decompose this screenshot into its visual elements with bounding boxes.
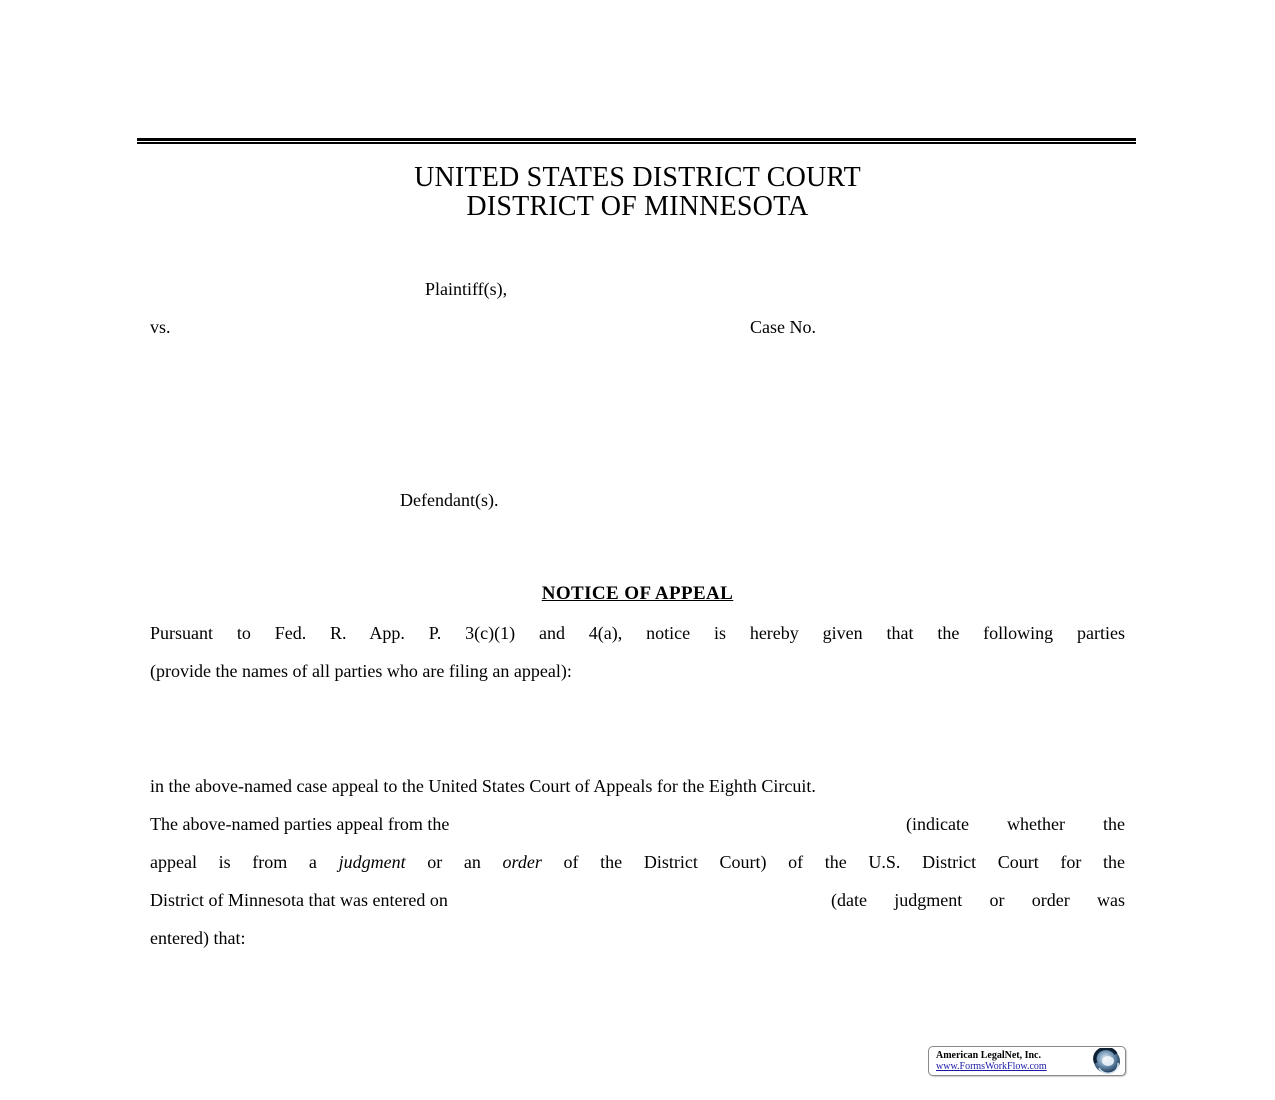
american-legalnet-logo[interactable] — [928, 1046, 1126, 1076]
para1-line2: (provide the names of all parties who are filing an appeal): — [150, 661, 572, 681]
header-rule-thick — [137, 138, 1136, 141]
para2-line4 — [150, 881, 1125, 919]
para2-line5: entered) that: — [150, 928, 246, 948]
entered-on-text: District of Minnesota that was entered on — [150, 890, 448, 910]
header-rule-thin — [137, 142, 1136, 144]
judgment-term: judgment — [338, 852, 406, 872]
notice-heading: NOTICE OF APPEAL — [541, 583, 734, 604]
indicate-whether-text: (indicate whether the — [906, 814, 1125, 834]
globe-logo-icon — [1092, 1048, 1122, 1074]
case-no-label: Case No. — [750, 317, 816, 337]
court-title: UNITED STATES DISTRICT COURT — [414, 162, 861, 193]
logo-company-name: American LegalNet, Inc. — [936, 1050, 1041, 1061]
order-term: order — [502, 852, 542, 872]
para1-line1: Pursuant to Fed. R. App. P. 3(c)(1) and 4(a), notice is hereby given that the following parties — [150, 623, 1125, 643]
vs-label: vs. — [150, 317, 171, 337]
para2-line2 — [150, 805, 1125, 843]
para2-line3: appeal is from a judgment or an order of the District Court) of the U.S. District Court for the — [150, 852, 1126, 872]
appeal-from-text: The above-named parties appeal from the — [150, 814, 450, 834]
para2-line1: in the above-named case appeal to the United States Court of Appeals for the Eighth Circuit. — [150, 776, 816, 796]
defendant-label: Defendant(s). — [400, 490, 499, 510]
plaintiff-label: Plaintiff(s), — [425, 279, 508, 299]
date-judgment-text: (date judgment or order was — [831, 890, 1125, 910]
paragraph-appeal — [150, 767, 1125, 957]
paragraph-parties — [150, 614, 1125, 690]
logo-website-link[interactable]: www.FormsWorkFlow.com — [936, 1061, 1047, 1072]
court-district: DISTRICT OF MINNESOTA — [466, 191, 809, 222]
